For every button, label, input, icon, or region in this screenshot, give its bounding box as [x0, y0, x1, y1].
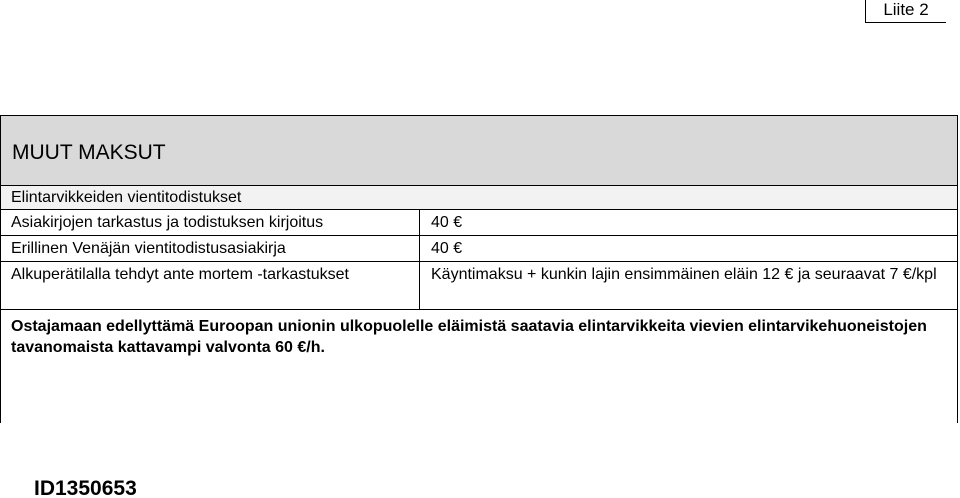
fee-table: [0, 115, 958, 423]
note-text: Ostajamaan edellyttämä Euroopan unionin ulkopuolelle eläimistä saatavia elintarvikkeita vievien elintarvikehuoneistojen tavanomaista kattavampi valvonta 60 €/h.: [11, 318, 927, 356]
row-description: Alkuperätilalla tehdyt ante mortem -tarkastukset: [11, 266, 349, 283]
table-row: [1, 262, 957, 310]
row-description: Erillinen Venäjän vientitodistusasiakirja: [11, 240, 286, 257]
table-row: [1, 210, 957, 236]
subsection-row: [1, 186, 957, 210]
attachment-label: Liite 2: [865, 0, 946, 23]
column-divider: [419, 262, 420, 309]
column-divider: [419, 210, 420, 235]
row-fee: 40 €: [431, 240, 463, 257]
table-row: [1, 236, 957, 262]
document-id: ID1350653: [34, 477, 137, 498]
row-fee: 40 €: [431, 214, 463, 231]
section-title: MUUT MAKSUT: [12, 141, 166, 164]
row-fee: Käyntimaksu + kunkin lajin ensimmäinen eläin 12 € ja seuraavat 7 €/kpl: [431, 266, 937, 283]
note-row: [1, 310, 957, 423]
subsection-title: Elintarvikkeiden vientitodistukset: [11, 189, 242, 206]
column-divider: [419, 236, 420, 261]
section-header: [1, 116, 957, 186]
row-description: Asiakirjojen tarkastus ja todistuksen kirjoitus: [11, 214, 324, 231]
